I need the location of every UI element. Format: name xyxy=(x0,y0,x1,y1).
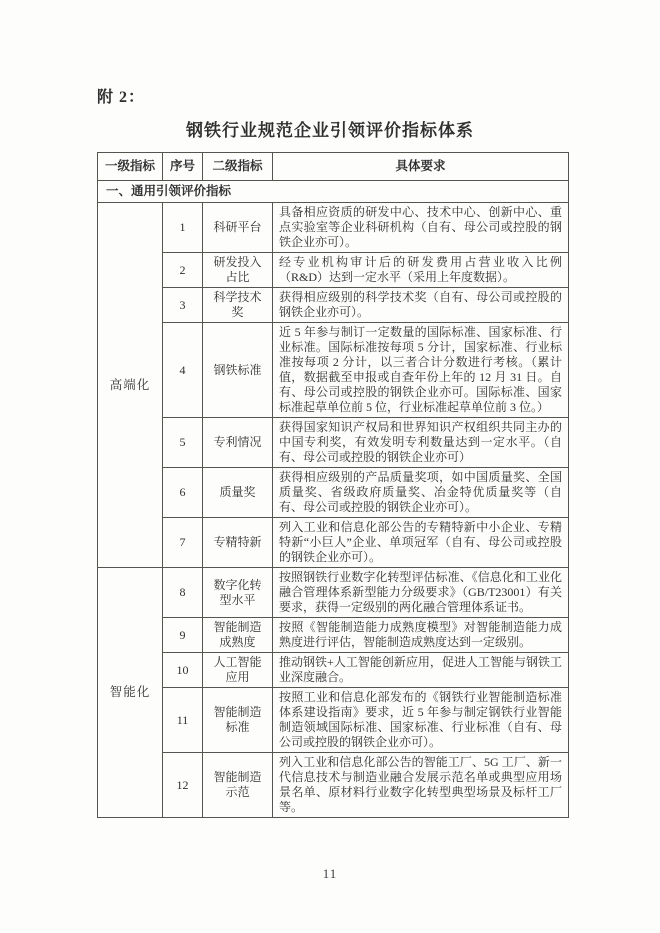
table-row xyxy=(98,688,569,753)
attachment-label: 附 2： xyxy=(97,89,146,106)
indicator-name: 钢铁标准 xyxy=(203,323,273,418)
indicator-name: 数字化转型水平 xyxy=(203,568,273,618)
table-header-row xyxy=(98,153,569,181)
indicator-table xyxy=(97,152,569,818)
requirement-text: 获得相应级别的产品质量奖项，如中国质量奖、全国质量奖、省级政府质量奖、冶金特优质量奖等（自有、母公司或控股的钢铁企业亦可）。 xyxy=(273,468,569,518)
row-number: 1 xyxy=(163,203,203,253)
table-row xyxy=(98,653,569,688)
section-title: 一、通用引领评价指标 xyxy=(98,181,569,203)
col-header-requirement: 具体要求 xyxy=(273,153,569,181)
row-number: 9 xyxy=(163,618,203,653)
row-number: 6 xyxy=(163,468,203,518)
row-number: 8 xyxy=(163,568,203,618)
indicator-name: 专利情况 xyxy=(203,418,273,468)
requirement-text: 按照钢铁行业数字化转型评估标准、《信息化和工业化融合管理体系新型能力分级要求》（GB/T23001）有关要求，获得一定级别的两化融合管理体系证书。 xyxy=(273,568,569,618)
requirement-text: 推动钢铁+人工智能创新应用，促进人工智能与钢铁工业深度融合。 xyxy=(273,653,569,688)
table-row xyxy=(98,323,569,418)
row-number: 5 xyxy=(163,418,203,468)
requirement-text: 按照工业和信息化部发布的《钢铁行业智能制造标准体系建设指南》要求，近 5 年参与制定钢铁行业智能制造领域国际标准、国家标准、行业标准（自有、母公司或控股的钢铁企业亦可）。 xyxy=(273,688,569,753)
table-row xyxy=(98,518,569,568)
indicator-name: 智能制造标准 xyxy=(203,688,273,753)
table-row xyxy=(98,568,569,618)
requirement-text: 列入工业和信息化部公告的智能工厂、5G 工厂、新一代信息技术与制造业融合发展示范名单或典型应用场景名单、原材料行业数字化转型典型场景及标杆工厂等。 xyxy=(273,753,569,818)
table-row xyxy=(98,203,569,253)
requirement-text: 按照《智能制造能力成熟度模型》对智能制造能力成熟度进行评估，智能制造成熟度达到一定级别。 xyxy=(273,618,569,653)
indicator-name: 科学技术奖 xyxy=(203,288,273,323)
col-header-no: 序号 xyxy=(163,153,203,181)
indicator-name: 智能制造成熟度 xyxy=(203,618,273,653)
indicator-name: 人工智能应用 xyxy=(203,653,273,688)
level1-cell: 高端化 xyxy=(98,203,163,568)
col-header-indicator: 二级指标 xyxy=(203,153,273,181)
requirement-text: 近 5 年参与制订一定数量的国际标准、国家标准、行业标准。国际标准按每项 5 分计，国家标准、行业标准按每项 2 分计，以三者合计分数进行考核。（累计值，数据截至申报或自查年份上年的 12 月 31 日。自有、母公司或控股的钢铁企业亦可。国际标准、国家标准起草单位前 5 位，行业标准起草单位前 3 位。） xyxy=(273,323,569,418)
table-row xyxy=(98,468,569,518)
indicator-name: 研发投入占比 xyxy=(203,253,273,288)
indicator-name: 质量奖 xyxy=(203,468,273,518)
row-number: 11 xyxy=(163,688,203,753)
requirement-text: 具备相应资质的研发中心、技术中心、创新中心、重点实验室等企业科研机构（自有、母公司或控股的钢铁企业亦可）。 xyxy=(273,203,569,253)
col-header-level1: 一级指标 xyxy=(98,153,163,181)
table-row xyxy=(98,253,569,288)
page-number: 11 xyxy=(322,866,338,881)
row-number: 2 xyxy=(163,253,203,288)
table-row xyxy=(98,618,569,653)
level1-cell: 智能化 xyxy=(98,568,163,818)
row-number: 12 xyxy=(163,753,203,818)
indicator-name: 科研平台 xyxy=(203,203,273,253)
table-row xyxy=(98,418,569,468)
table-row xyxy=(98,753,569,818)
indicator-name: 专精特新 xyxy=(203,518,273,568)
indicator-name: 智能制造示范 xyxy=(203,753,273,818)
requirement-text: 获得国家知识产权局和世界知识产权组织共同主办的中国专利奖，有效发明专利数量达到一定水平。（自有、母公司或控股的钢铁企业亦可） xyxy=(273,418,569,468)
table-row xyxy=(98,288,569,323)
page-title: 钢铁行业规范企业引领评价指标体系 xyxy=(186,121,474,140)
requirement-text: 列入工业和信息化部公告的专精特新中小企业、专精特新“小巨人”企业、单项冠军（自有、母公司或控股的钢铁企业亦可）。 xyxy=(273,518,569,568)
row-number: 4 xyxy=(163,323,203,418)
requirement-text: 获得相应级别的科学技术奖（自有、母公司或控股的钢铁企业亦可）。 xyxy=(273,288,569,323)
requirement-text: 经专业机构审计后的研发费用占营业收入比例（R&D）达到一定水平（采用上年度数据）。 xyxy=(273,253,569,288)
section-row xyxy=(98,181,569,203)
row-number: 3 xyxy=(163,288,203,323)
row-number: 10 xyxy=(163,653,203,688)
row-number: 7 xyxy=(163,518,203,568)
